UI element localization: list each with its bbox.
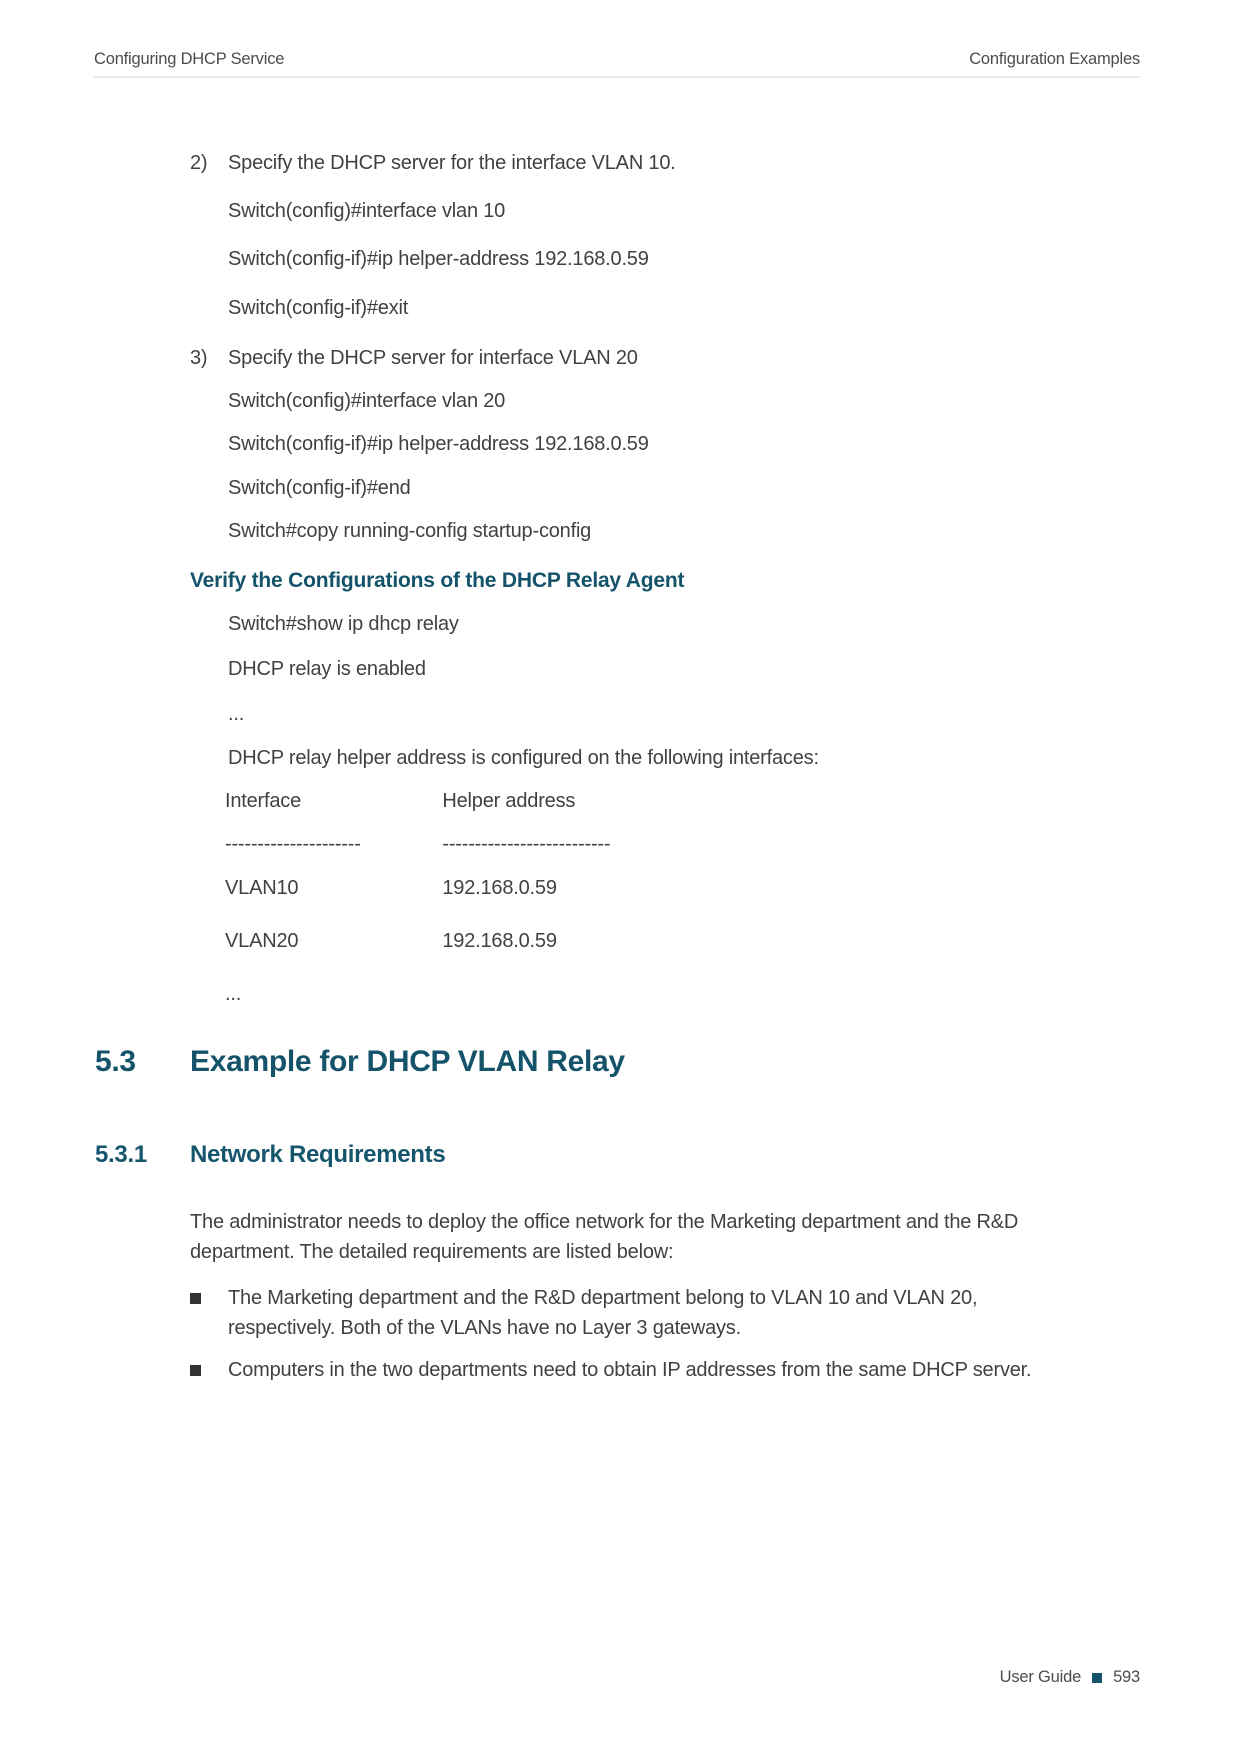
section-heading [95,1043,1241,1081]
helper-address-cell: 192.168.0.59 [442,930,557,952]
table-header-row [225,790,1241,813]
header-right-title: Configuration Examples [969,50,1140,68]
cli-output: DHCP relay is enabled [228,658,426,680]
cli-output-ellipsis: ... [228,703,245,725]
table-header-helper-address: Helper address [442,790,576,812]
cli-command: Switch(config)#interface vlan 20 [228,390,506,412]
section-title: Example for DHCP VLAN Relay [190,1045,625,1078]
bullet-list-item [190,1355,1241,1385]
cli-command: Switch#copy running-config startup-config [228,520,592,542]
table-ellipsis-row: ... [225,983,242,1005]
bullet-square-icon [190,1365,201,1376]
table-separator: -------------------------- [442,833,611,855]
helper-address-cell: 192.168.0.59 [442,877,557,899]
step-number: 3) [190,347,208,369]
header-rule [94,76,1140,78]
interface-cell: VLAN10 [225,877,299,899]
header-left-title: Configuring DHCP Service [94,50,285,68]
section-number: 5.3 [95,1045,136,1078]
bullet-text: Computers in the two departments need to obtain IP addresses from the same DHCP server. [228,1359,1032,1381]
running-header [94,50,1140,69]
cli-output: DHCP relay helper address is configured on the following interfaces: [228,747,819,769]
subsection-title: Network Requirements [190,1141,446,1168]
step-title: Specify the DHCP server for interface VLAN 20 [228,347,638,369]
step-title: Specify the DHCP server for the interface VLAN 10. [228,152,676,174]
table-separator: --------------------- [225,833,361,855]
list-item-step-2 [190,152,1241,175]
table-header-interface: Interface [225,790,302,812]
footer-label: User Guide [999,1668,1082,1686]
bullet-list-item [190,1283,1241,1343]
subsection-heading [95,1140,1241,1170]
bullet-square-icon [190,1293,201,1304]
footer-page-number: 593 [1113,1668,1140,1686]
cli-command: Switch(config)#interface vlan 10 [228,200,506,222]
verify-heading: Verify the Configurations of the DHCP Relay Agent [190,569,685,592]
page-content [0,152,1241,1385]
interface-cell: VLAN20 [225,930,299,952]
running-footer [1000,1668,1140,1687]
subsection-number: 5.3.1 [95,1141,147,1168]
bullet-text: The Marketing department and the R&D department belong to VLAN 10 and VLAN 20, respectively. Both of the VLANs have no Layer 3 gateways. [228,1287,978,1339]
table-row [225,930,1241,953]
cli-command: Switch(config-if)#exit [228,297,409,319]
table-separator-row [225,833,1241,856]
cli-command: Switch(config-if)#ip helper-address 192.168.0.59 [228,248,649,270]
intro-paragraph: The administrator needs to deploy the office network for the Marketing department and the R&D department. The detailed requirements are listed below: [190,1211,1019,1263]
cli-command: Switch(config-if)#end [228,477,411,499]
cli-command: Switch#show ip dhcp relay [228,613,459,635]
footer-separator-square-icon [1092,1673,1102,1683]
list-item-step-3 [190,347,1241,370]
table-row [225,877,1241,900]
cli-command: Switch(config-if)#ip helper-address 192.168.0.59 [228,433,649,455]
step-number: 2) [190,152,208,174]
